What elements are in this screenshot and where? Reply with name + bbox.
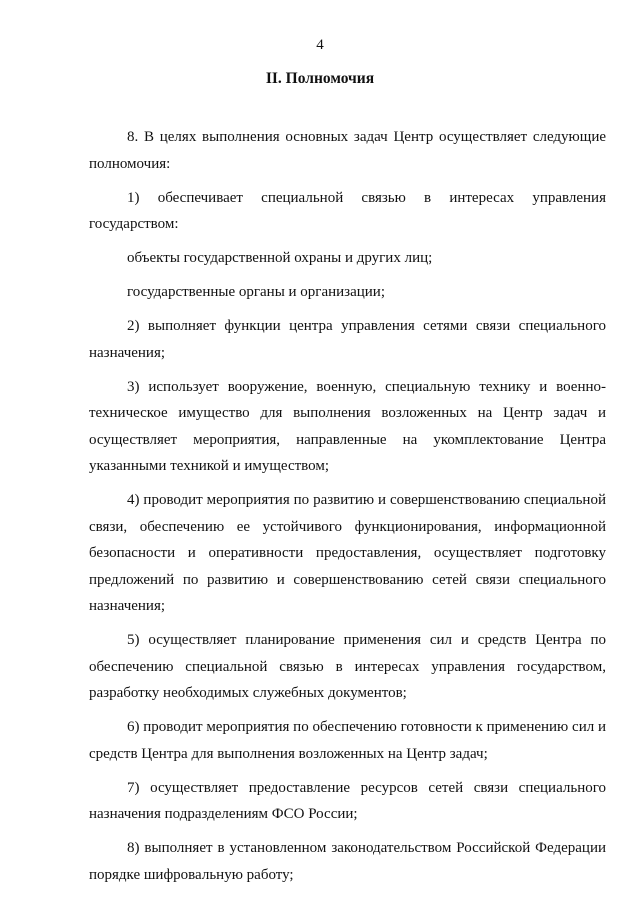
paragraph-item-1-b: государственные органы и организации; (127, 284, 386, 300)
page-number: 4 (316, 37, 324, 53)
paragraph-item-1: 1) обеспечивает специальной связью в интересах управления государством: (89, 189, 606, 232)
document-body (89, 124, 606, 896)
paragraph-item-5: 5) осуществляет планирование применения сил и средств Центра по обеспечению специальной связью в интересах управления государством, разработку необходимых служебных документов; (89, 632, 606, 701)
paragraph-8: 8. В целях выполнения основных задач Центр осуществляет следующие полномочия: (89, 129, 606, 172)
paragraph-item-7: 7) осуществляет предоставление ресурсов сетей связи специального назначения подразделениям ФСО России; (89, 779, 606, 822)
paragraph-item-3: 3) использует вооружение, военную, специальную технику и военно-техническое имущество для выполнения возложенных на Центр задач и осуществляет мероприятия, направленные на укомплектование Центра указанными техникой и имуществом; (89, 378, 606, 474)
paragraph-item-2: 2) выполняет функции центра управления сетями связи специального назначения; (89, 318, 606, 361)
section-title: II. Полномочия (265, 70, 375, 87)
paragraph-item-4: 4) проводит мероприятия по развитию и совершенствованию специальной связи, обеспечению ее устойчивого функционирования, информационной безопасности и оперативности предоставления, осуществляет подготовку предложений по развитию и совершенствованию сетей связи специального назначения; (89, 492, 606, 614)
paragraph-item-6: 6) проводит мероприятия по обеспечению готовности к применению сил и средств Центра для выполнения возложенных на Центр задач; (89, 719, 606, 762)
paragraph-item-8: 8) выполняет в установленном законодательством Российской Федерации порядке шифровальную работу; (89, 840, 606, 883)
paragraph-item-1-a: объекты государственной охраны и других лиц; (127, 250, 433, 266)
